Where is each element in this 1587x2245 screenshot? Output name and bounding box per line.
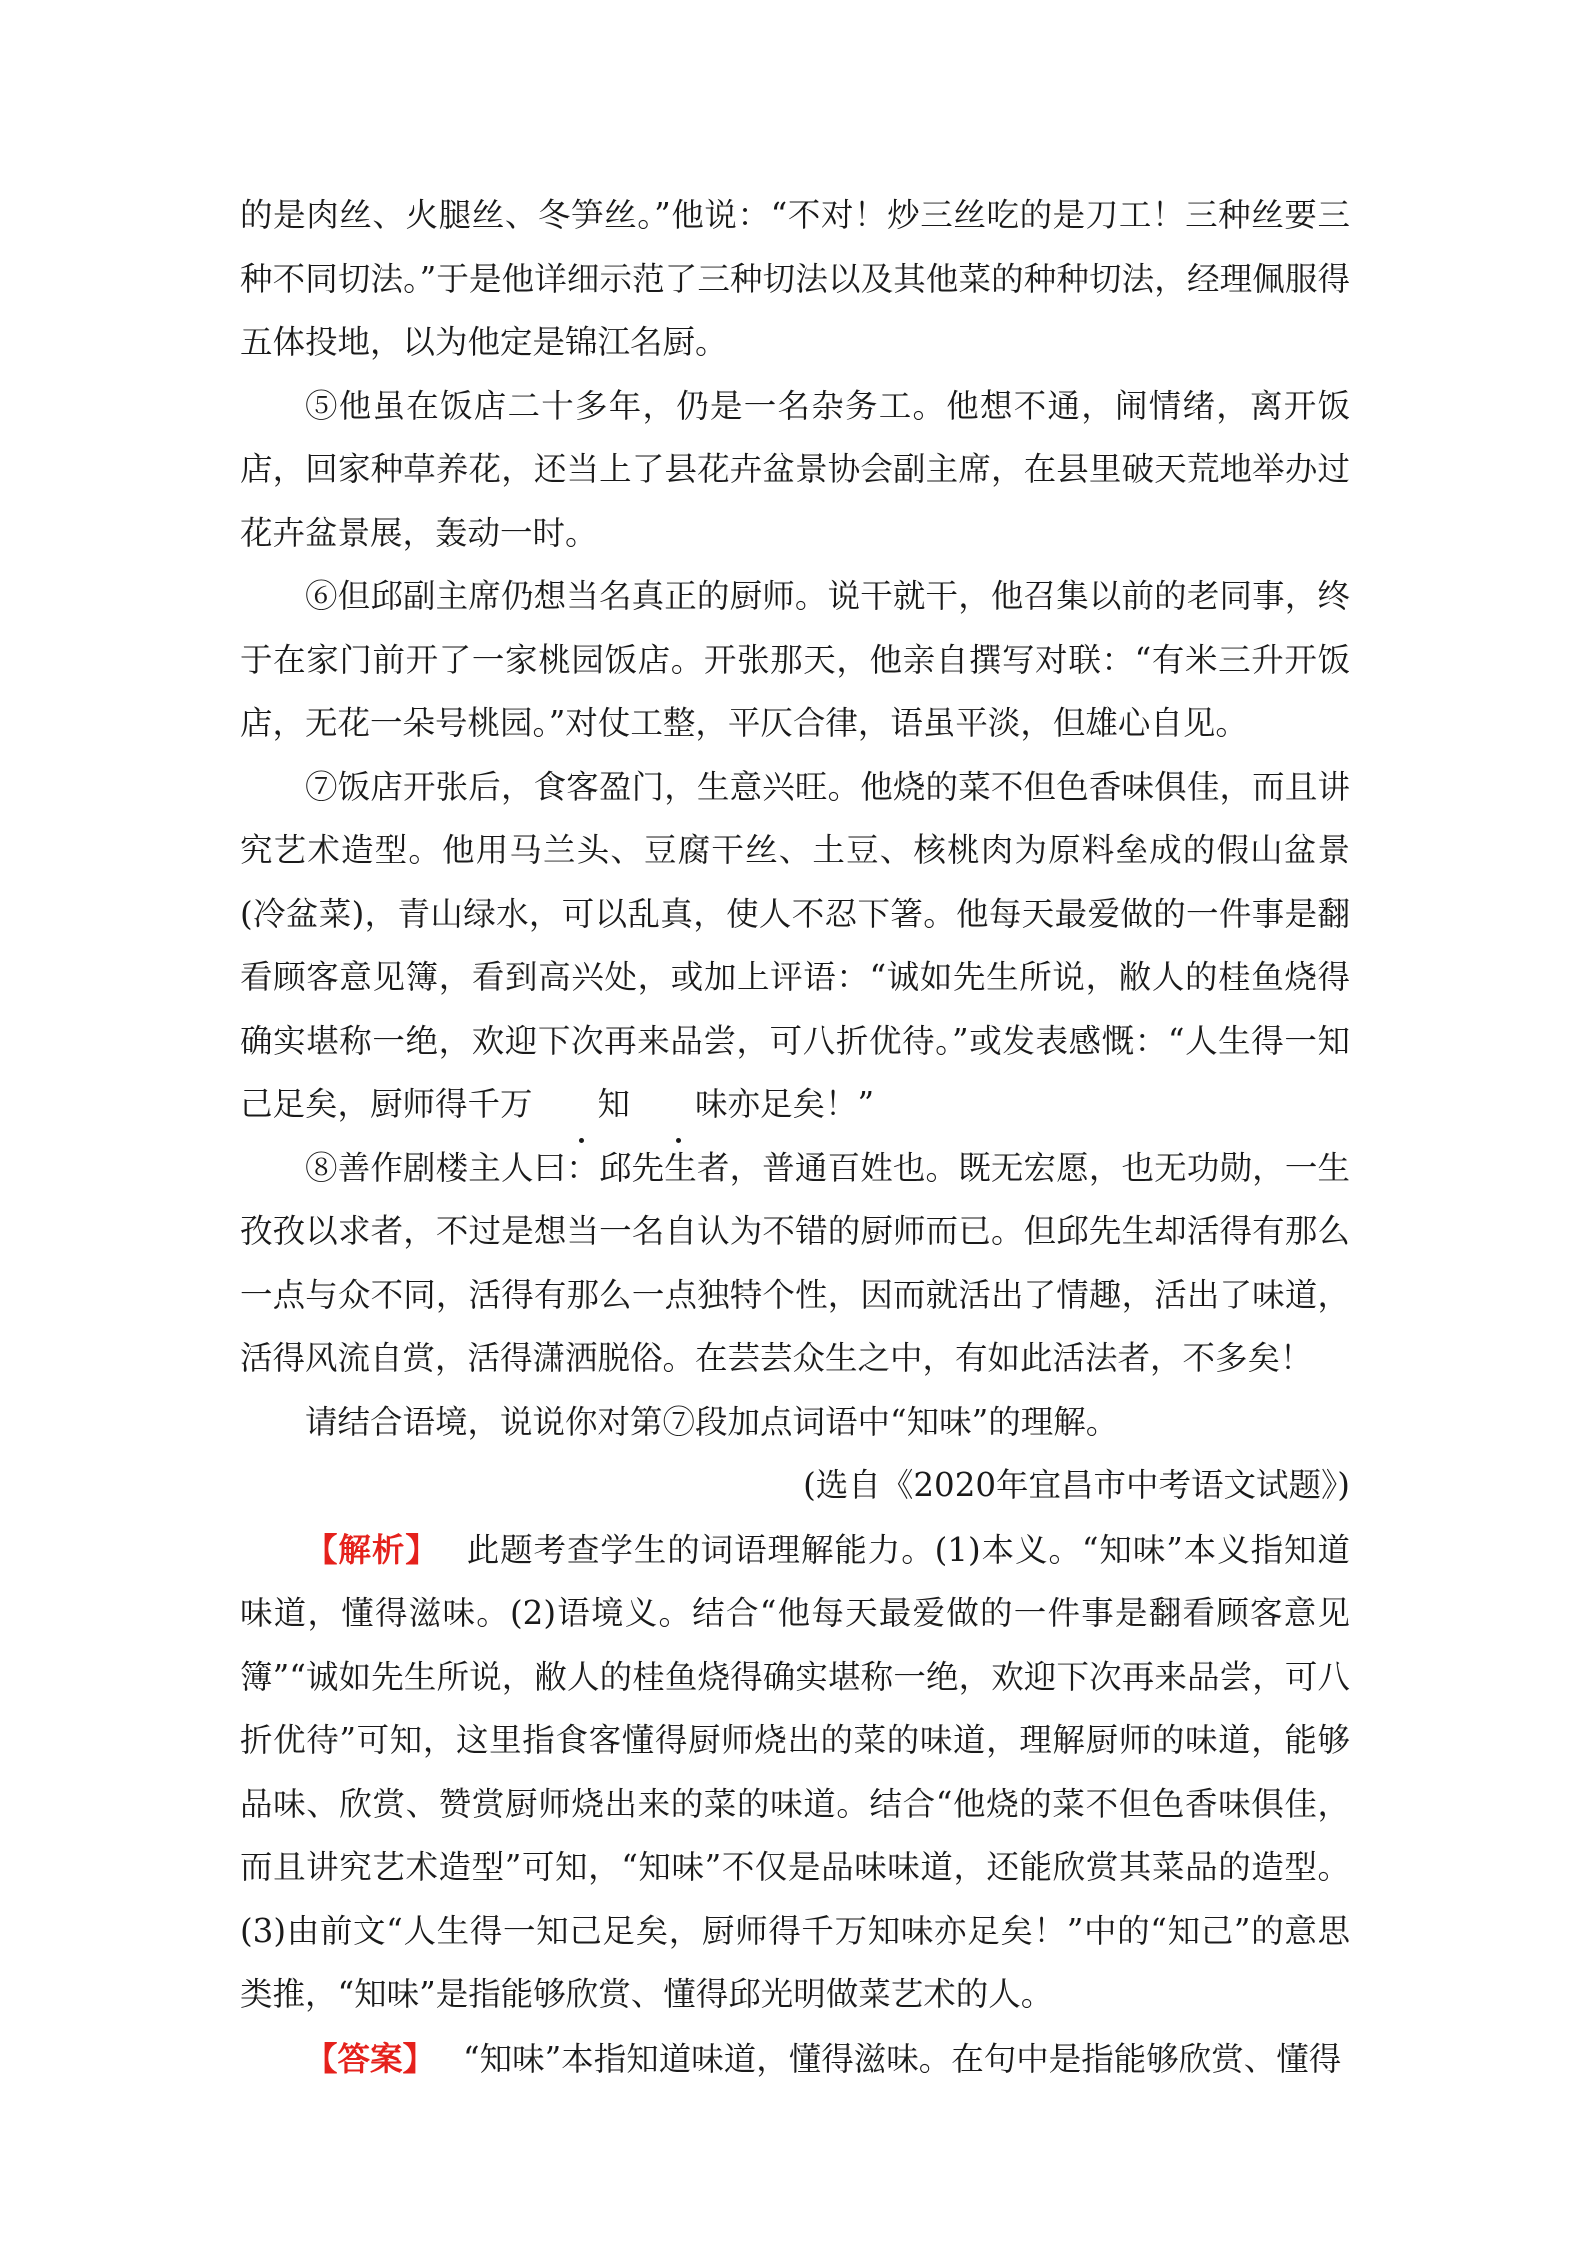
source-citation: (选自《2020年宜昌市中考语文试题》) [803,1466,1350,1504]
analysis-text: 此题考查学生的词语理解能力。(1)本义。“知味”本义指知道味道，懂得滋味。(2)语境义。结合“他每天最爱做的一件事是翻看顾客意见簿”“诚如先生所说，敝人的桂鱼烧得确实堪称一绝，欢迎下次再来品尝，可八折优待”可知，这里指食客懂得厨师烧出的菜的味道，理解厨师的味道，能够品味、欣赏、赞赏厨师烧出来的菜的味道。结合“他烧的菜不但色香味俱佳，而且讲究艺术造型”可知，“知味”不仅是品味味道，还能欣赏其菜品的造型。(3)由前文“人生得一知己足矣，厨师得千万知味亦足矣！”中的“知己”的意思类推，“知味”是指能够欣赏、懂得邱光明做菜艺术的人。 [240,1530,1350,2013]
paragraph-7 [240,756,1350,1137]
answer-paragraph [240,2027,1350,2092]
paragraph-continued: 的是肉丝、火腿丝、冬笋丝。”他说：“不对！炒三丝吃的是刀工！三种丝要三种不同切法。”于是他详细示范了三种切法以及其他菜的种种切法，经理佩服得五体投地，以为他定是锦江名厨。 [240,196,1350,361]
analysis-tag: 【解析】 [305,1529,439,1569]
emphasis-dot-char-2: 味 [630,1073,728,1137]
paragraph-7-tail: 亦足矣！” [727,1085,875,1123]
article-body [240,184,1350,2091]
paragraph-5: ⑤他虽在饭店二十多年，仍是一名杂务工。他想不通，闹情绪，离开饭店，回家种草养花，还当上了县花卉盆景协会副主席，在县里破天荒地举办过花卉盆景展，轰动一时。 [240,386,1350,552]
answer-text: “知味”本指知道味道，懂得滋味。在句中是指能够欣赏、懂得 [463,2039,1342,2078]
answer-tag: 【答案】 [305,2038,436,2078]
emphasis-dot-char-1: 知 [533,1073,631,1137]
paragraph-8: ⑧善作剧楼主人曰：邱先生者，普通百姓也。既无宏愿，也无功勋，一生孜孜以求者，不过是想当一名自认为不错的厨师而已。但邱先生却活得有那么一点与众不同，活得有那么一点独特个性，因而就活出了情趣，活出了味道，活得风流自赏，活得潇洒脱俗。在芸芸众生之中，有如此活法者，不多矣！ [240,1148,1350,1377]
paragraph-6: ⑥但邱副主席仍想当名真正的厨师。说干就干，他召集以前的老同事，终于在家门前开了一家桃园饭店。开张那天，他亲自撰写对联：“有米三升开饭店，无花一朵号桃园。”对仗工整，平仄合律，语虽平淡，但雄心自见。 [240,577,1350,742]
paragraph-7-text: ⑦饭店开张后，食客盈门，生意兴旺。他烧的菜不但色香味俱佳，而且讲究艺术造型。他用马兰头、豆腐干丝、土豆、核桃肉为原料垒成的假山盆景(冷盆菜)，青山绿水，可以乱真，使人不忍下箸。他每天最爱做的一件事是翻看顾客意见簿，看到高兴处，或加上评语：“诚如先生所说，敝人的桂鱼烧得确实堪称一绝，欢迎下次再来品尝，可八折优待。”或发表感慨：“人生得一知己足矣，厨师得千万 [240,767,1350,1123]
analysis-paragraph [240,1518,1350,2027]
question-text: 请结合语境，说说你对第⑦段加点词语中“知味”的理解。 [305,1402,1119,1441]
